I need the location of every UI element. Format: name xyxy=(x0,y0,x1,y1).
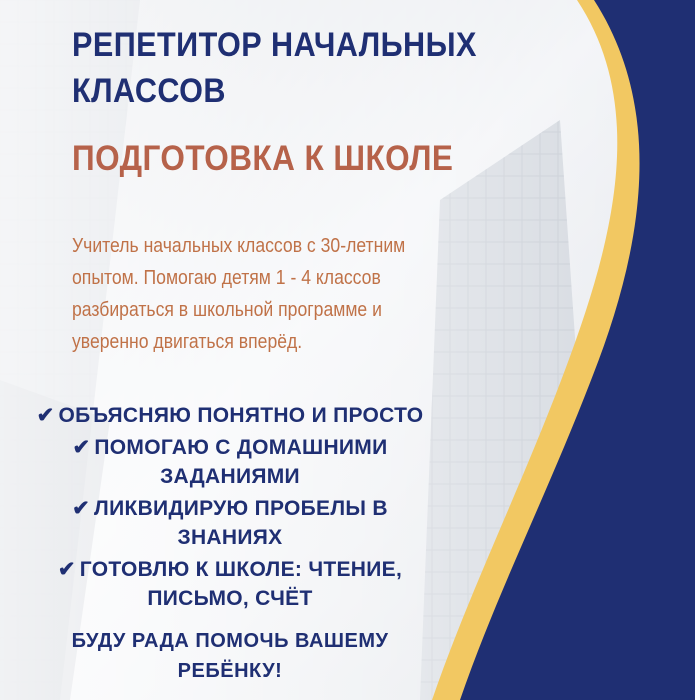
benefit-text: ПОМОГАЮ С ДОМАШНИМИ xyxy=(94,436,388,459)
intro-line: разбираться в школьной программе и xyxy=(72,299,382,321)
benefit-item xyxy=(20,401,440,430)
page-title-line-2: КЛАССОВ xyxy=(72,72,226,110)
closing-line: РЕБЁНКУ! xyxy=(177,660,283,682)
benefit-item xyxy=(20,555,440,613)
closing-message xyxy=(40,626,420,686)
check-icon: ✔ xyxy=(72,436,91,459)
benefit-text: ГОТОВЛЮ К ШКОЛЕ: ЧТЕНИЕ, xyxy=(79,558,403,581)
check-icon: ✔ xyxy=(57,558,76,581)
benefit-item xyxy=(20,494,440,552)
intro-line: Учитель начальных классов с 30-летним xyxy=(72,235,406,257)
benefit-text-continued: ПИСЬМО, СЧЁТ xyxy=(147,587,313,610)
closing-line: БУДУ РАДА ПОМОЧЬ ВАШЕМУ xyxy=(71,630,389,652)
check-icon: ✔ xyxy=(72,497,91,520)
benefit-text-continued: ЗНАНИЯХ xyxy=(177,526,283,549)
intro-line: опытом. Помогаю детям 1 - 4 классов xyxy=(72,267,381,289)
benefit-text: ОБЪЯСНЯЮ ПОНЯТНО И ПРОСТО xyxy=(58,404,424,427)
check-icon: ✔ xyxy=(36,404,55,427)
intro-text xyxy=(72,230,433,358)
benefit-text-continued: ЗАДАНИЯМИ xyxy=(160,465,300,488)
intro-line: уверенно двигаться вперёд. xyxy=(72,331,303,353)
subtitle: ПОДГОТОВКА К ШКОЛЕ xyxy=(72,139,454,178)
page-title-line-1: РЕПЕТИТОР НАЧАЛЬНЫХ xyxy=(72,26,477,64)
benefit-text: ЛИКВИДИРУЮ ПРОБЕЛЫ В xyxy=(94,497,388,520)
benefits-list xyxy=(20,401,440,616)
benefit-item xyxy=(20,433,440,491)
